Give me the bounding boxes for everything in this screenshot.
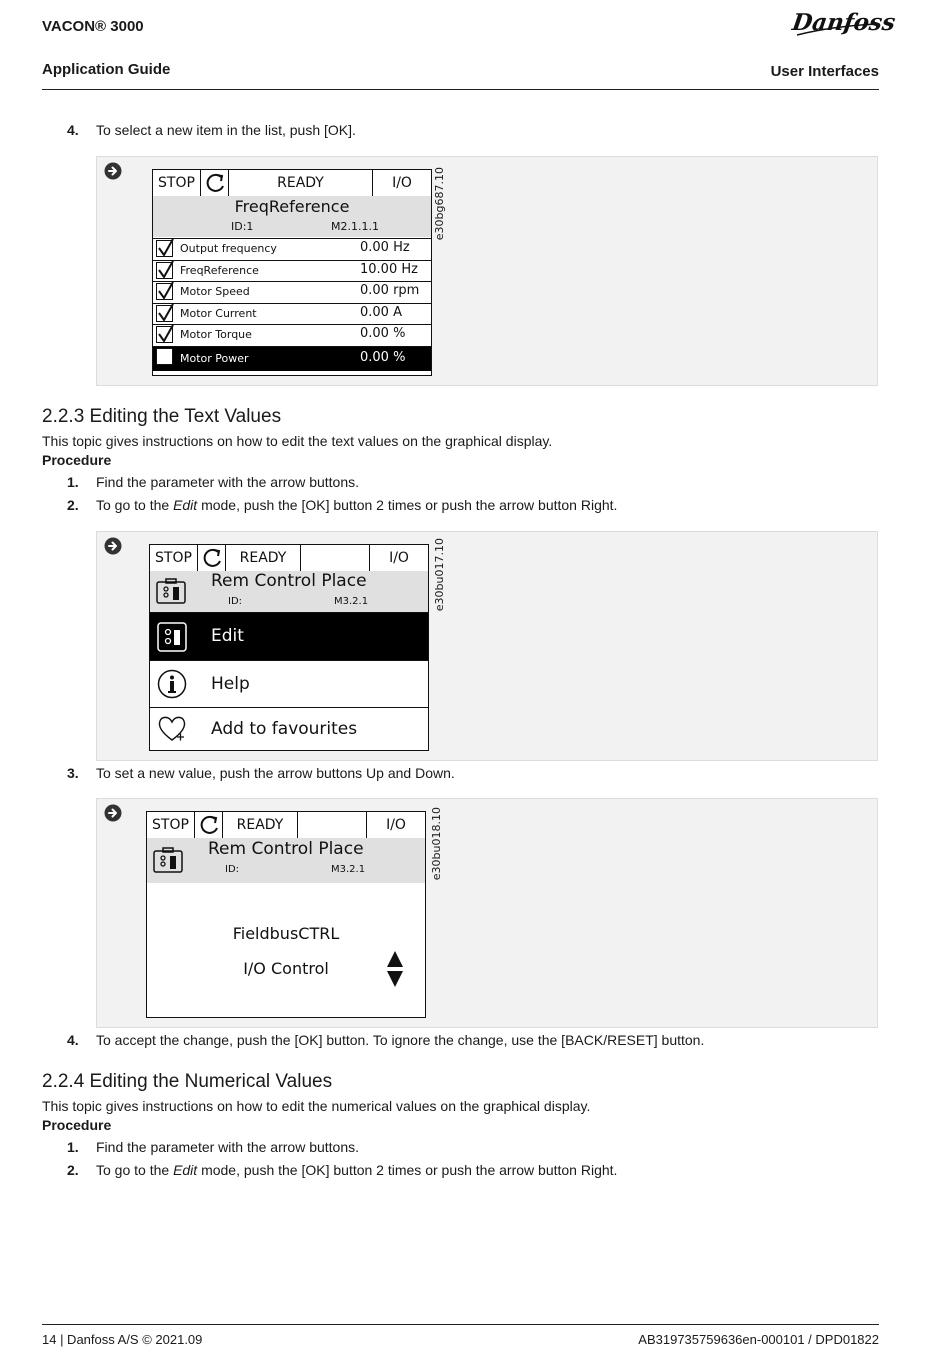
parameter-icon (156, 578, 186, 604)
step-text-emphasis: Edit (173, 1162, 198, 1178)
monitor-value: 0.00 rpm (360, 283, 420, 298)
info-icon (157, 669, 187, 699)
checkbox-checked[interactable] (156, 240, 173, 257)
checkmark-icon (156, 324, 176, 344)
danfoss-logo (790, 4, 897, 40)
menu-index: M3.2.1 (331, 864, 366, 875)
status-blank (298, 812, 367, 838)
section-intro: This topic gives instructions on how to edit the text values on the graphical display. (42, 433, 553, 449)
status-io: I/O (386, 817, 406, 833)
monitor-row[interactable] (153, 238, 431, 260)
monitor-label: Motor Speed (180, 285, 250, 298)
keypad-display (152, 169, 432, 376)
monitor-label: Output frequency (180, 242, 277, 255)
step-number: 1. (67, 474, 79, 490)
step-text: To set a new value, push the arrow buttons Up and Down. (96, 765, 455, 781)
rotation-icon (198, 545, 226, 571)
figure-monitor-list (96, 156, 878, 386)
value-option[interactable]: FieldbusCTRL (232, 924, 340, 943)
value-option-selected[interactable]: I/O Control (243, 959, 329, 978)
procedure-label: Procedure (42, 1117, 112, 1133)
step-text-emphasis: Edit (173, 497, 198, 513)
monitor-row[interactable] (153, 260, 431, 282)
monitor-row[interactable] (153, 303, 431, 325)
section-heading: 2.2.3 Editing the Text Values (42, 406, 282, 427)
parameter-title: Rem Control Place (211, 571, 367, 591)
menu-option-favourites[interactable] (150, 707, 428, 750)
option-label: Edit (211, 626, 244, 646)
status-blank (301, 545, 370, 571)
procedure-step (67, 1139, 359, 1155)
figure-code: e30bg687.10 (433, 167, 446, 241)
checkbox-unchecked[interactable] (156, 348, 173, 365)
parameter-title: FreqReference (234, 197, 350, 216)
arrow-right-circle-icon (104, 537, 122, 555)
keypad-display (149, 544, 429, 751)
parameter-id: ID: (228, 596, 243, 607)
status-bar (150, 545, 428, 572)
procedure-step (67, 1162, 617, 1178)
parameter-icon (153, 847, 183, 873)
keypad-display (146, 811, 426, 1018)
footer-doc-number: AB319735759636en-000101 / DPD01822 (638, 1332, 879, 1347)
step-text: Find the parameter with the arrow buttons. (96, 474, 360, 490)
menu-option-help[interactable] (150, 660, 428, 707)
parameter-id: ID:1 (231, 220, 254, 233)
document-type: Application Guide (42, 61, 171, 78)
rotation-icon (195, 812, 223, 838)
status-bar (153, 170, 431, 197)
procedure-step (67, 497, 617, 513)
parameter-id: ID: (225, 864, 240, 875)
section-intro: This topic gives instructions on how to edit the numerical values on the graphical display. (42, 1098, 591, 1114)
monitor-row[interactable] (153, 281, 431, 303)
brand-title: VACON® 3000 (42, 18, 144, 35)
figure-code: e30bu018.10 (430, 807, 443, 881)
monitor-label: Motor Power (180, 351, 249, 365)
footer-divider (42, 1324, 879, 1325)
heart-add-icon (157, 714, 187, 744)
arrow-right-circle-icon (104, 804, 122, 822)
checkbox-checked[interactable] (156, 283, 173, 300)
status-io: I/O (389, 550, 409, 566)
monitor-value: 0.00 % (360, 349, 406, 365)
figure-value-edit (96, 798, 878, 1028)
menu-index: M2.1.1.1 (331, 220, 379, 233)
header-divider (42, 89, 879, 90)
procedure-step (67, 474, 359, 490)
arrow-right-circle-icon (104, 162, 122, 180)
checkmark-icon (156, 260, 176, 280)
monitor-value: 0.00 % (360, 326, 406, 341)
edit-icon (157, 622, 187, 652)
monitor-label: Motor Torque (180, 328, 252, 341)
section-title: User Interfaces (770, 63, 879, 80)
rotation-icon (201, 170, 229, 196)
step-text-post: mode, push the [OK] button 2 times or push the arrow button Right. (197, 1162, 618, 1178)
menu-index: M3.2.1 (334, 596, 369, 607)
step-number: 1. (67, 1139, 79, 1155)
checkmark-icon (156, 238, 176, 258)
parameter-header (147, 838, 425, 883)
step-number: 3. (67, 765, 79, 781)
step-text-post: mode, push the [OK] button 2 times or push the arrow button Right. (197, 497, 618, 513)
step-text: Find the parameter with the arrow buttons. (96, 1139, 360, 1155)
status-io: I/O (392, 175, 412, 191)
step-number: 2. (67, 1162, 79, 1178)
status-stop: STOP (150, 545, 198, 571)
footer-page-info: 14 | Danfoss A/S © 2021.09 (42, 1332, 203, 1347)
monitor-row[interactable] (153, 324, 431, 346)
step-text: To accept the change, push the [OK] button. To ignore the change, use the [BACK/RESET] button. (96, 1032, 705, 1048)
monitor-value: 0.00 A (360, 304, 402, 320)
checkmark-icon (156, 281, 176, 301)
parameter-header (150, 571, 428, 612)
option-label: Help (211, 674, 250, 694)
option-label: Add to favourites (211, 719, 358, 739)
monitor-row[interactable] (153, 346, 431, 371)
procedure-step (67, 1032, 704, 1048)
figure-code: e30bu017.10 (433, 538, 446, 612)
parameter-title: Rem Control Place (208, 839, 364, 859)
step-select-item (67, 122, 356, 138)
checkbox-checked[interactable] (156, 305, 173, 322)
step-text-pre: To go to the (96, 1162, 174, 1178)
step-text: To select a new item in the list, push [OK]. (96, 122, 356, 138)
monitor-label: FreqReference (180, 263, 259, 277)
step-text-pre: To go to the (96, 497, 174, 513)
section-heading: 2.2.4 Editing the Numerical Values (42, 1071, 333, 1092)
checkbox-checked[interactable] (156, 326, 173, 343)
checkbox-checked[interactable] (156, 262, 173, 279)
monitor-label: Motor Current (180, 306, 257, 320)
checkmark-icon (156, 303, 176, 323)
status-bar (147, 812, 425, 839)
figure-edit-menu (96, 531, 878, 761)
logo-wordmark: Danfoss (790, 9, 897, 36)
step-number: 4. (67, 1032, 79, 1048)
status-ready: READY (229, 170, 373, 196)
monitor-value: 0.00 Hz (360, 240, 410, 255)
step-number: 4. (67, 122, 79, 138)
parameter-header (153, 196, 431, 237)
status-ready: READY (223, 812, 298, 838)
status-ready: READY (226, 545, 301, 571)
status-stop: STOP (153, 170, 201, 196)
step-number: 2. (67, 497, 79, 513)
procedure-label: Procedure (42, 452, 112, 468)
status-stop: STOP (147, 812, 195, 838)
monitor-value: 10.00 Hz (360, 261, 418, 277)
menu-option-edit[interactable] (150, 612, 428, 660)
procedure-step (67, 765, 455, 781)
up-down-arrows-icon[interactable] (386, 950, 404, 988)
